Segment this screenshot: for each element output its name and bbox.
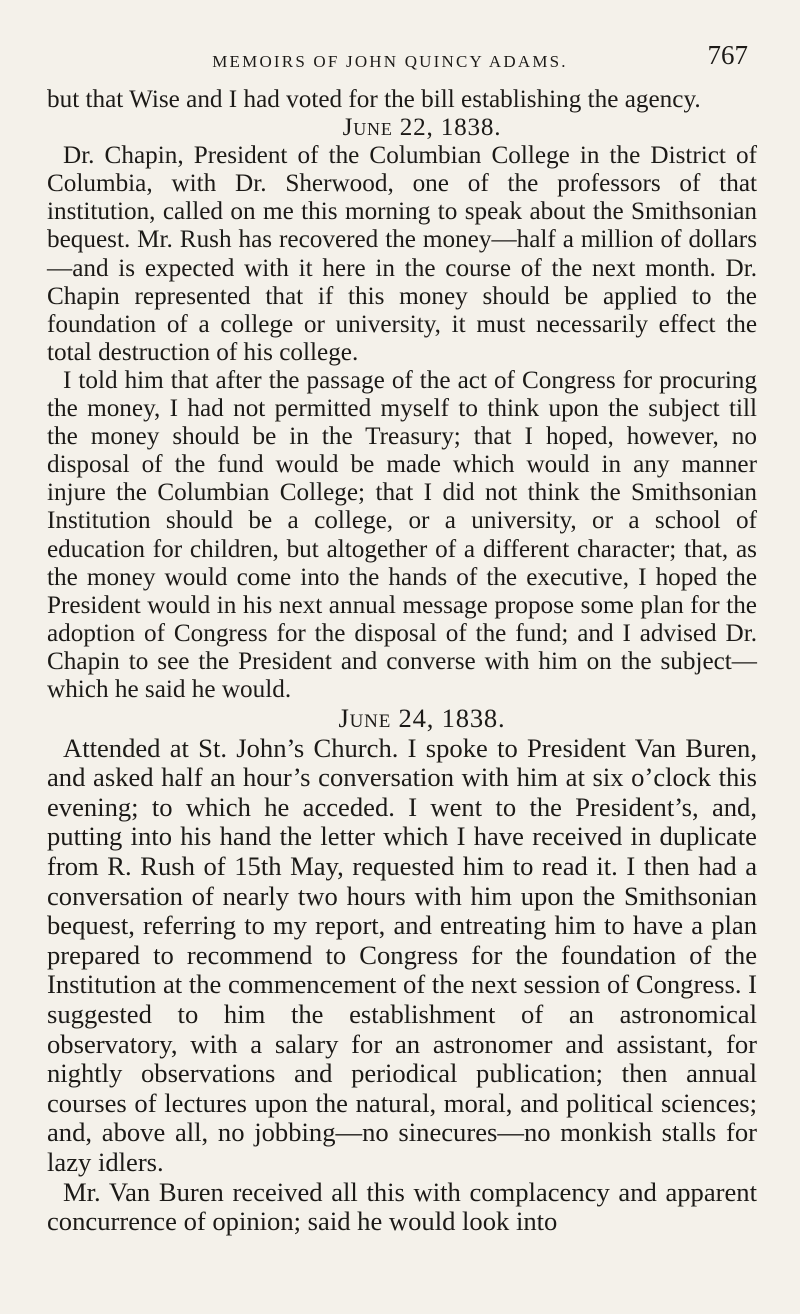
page-number: 767 — [707, 40, 748, 70]
section-large-type — [47, 704, 757, 1237]
paragraph: I told him that after the passage of the act of Congress for procuring the money, I had not permitted myself to think upon the subject till the money should be in the Treasury; that I hoped, however, no disposal of the fund would be made which would in any manner injure the Columbian College; that I did not think the Smithsonian Institution should be a college, or a university, or a school of education for children, but altogether of a different character; that, as the money would come into the hands of the executive, I hoped the President would in his next annual message propose some plan for the adoption of Congress for the disposal of the fund; and I advised Dr. Chapin to see the President and converse with him on the subject—which he said he would. — [47, 366, 757, 703]
date-heading: June 24, 1838. — [338, 703, 506, 734]
paragraph: Mr. Van Buren received all this with complacency and apparent concurrence of opinion; said he would look into — [47, 1176, 757, 1237]
date-heading: June 22, 1838. — [342, 114, 502, 142]
body-text — [47, 86, 757, 1237]
opening-fragment: but that Wise and I had voted for the bill establishing the agency. — [47, 86, 701, 113]
paragraph: Attended at St. John’s Church. I spoke to President Van Buren, and asked half an hour’s conversation with him at six o’clock this evening; to which he acceded. I went to the President’s, and, putting into his hand the letter which I have received in duplicate from R. Rush of 15th May, requested him to read it. I then had a conversation of nearly two hours with him upon the Smithsonian bequest, referring to my report, and entreating him to have a plan prepared to recommend to Congress for the foundation of the Institution at the commencement of the next session of Congress. I suggested to him the establishment of an astronomical observatory, with a salary for an astronomer and assistant, for nightly observations and periodical publication; then annual courses of lectures upon the natural, moral, and political sciences; and, above all, no jobbing—no sinecures—no monkish stalls for lazy idlers. — [47, 732, 757, 1177]
paragraph: Dr. Chapin, President of the Columbian College in the District of Columbia, with Dr. Sherwood, one of the professors of that institution, called on me this morning to speak about the Smithsonian bequest. Mr. Rush has recovered the money—half a million of dollars—and is expected with it here in the course of the next month. Dr. Chapin represented that if this money should be applied to the foundation of a college or university, it must necessarily effect the total destruction of his college. — [47, 142, 757, 366]
running-head: MEMOIRS OF JOHN QUINCY ADAMS. — [212, 52, 568, 71]
